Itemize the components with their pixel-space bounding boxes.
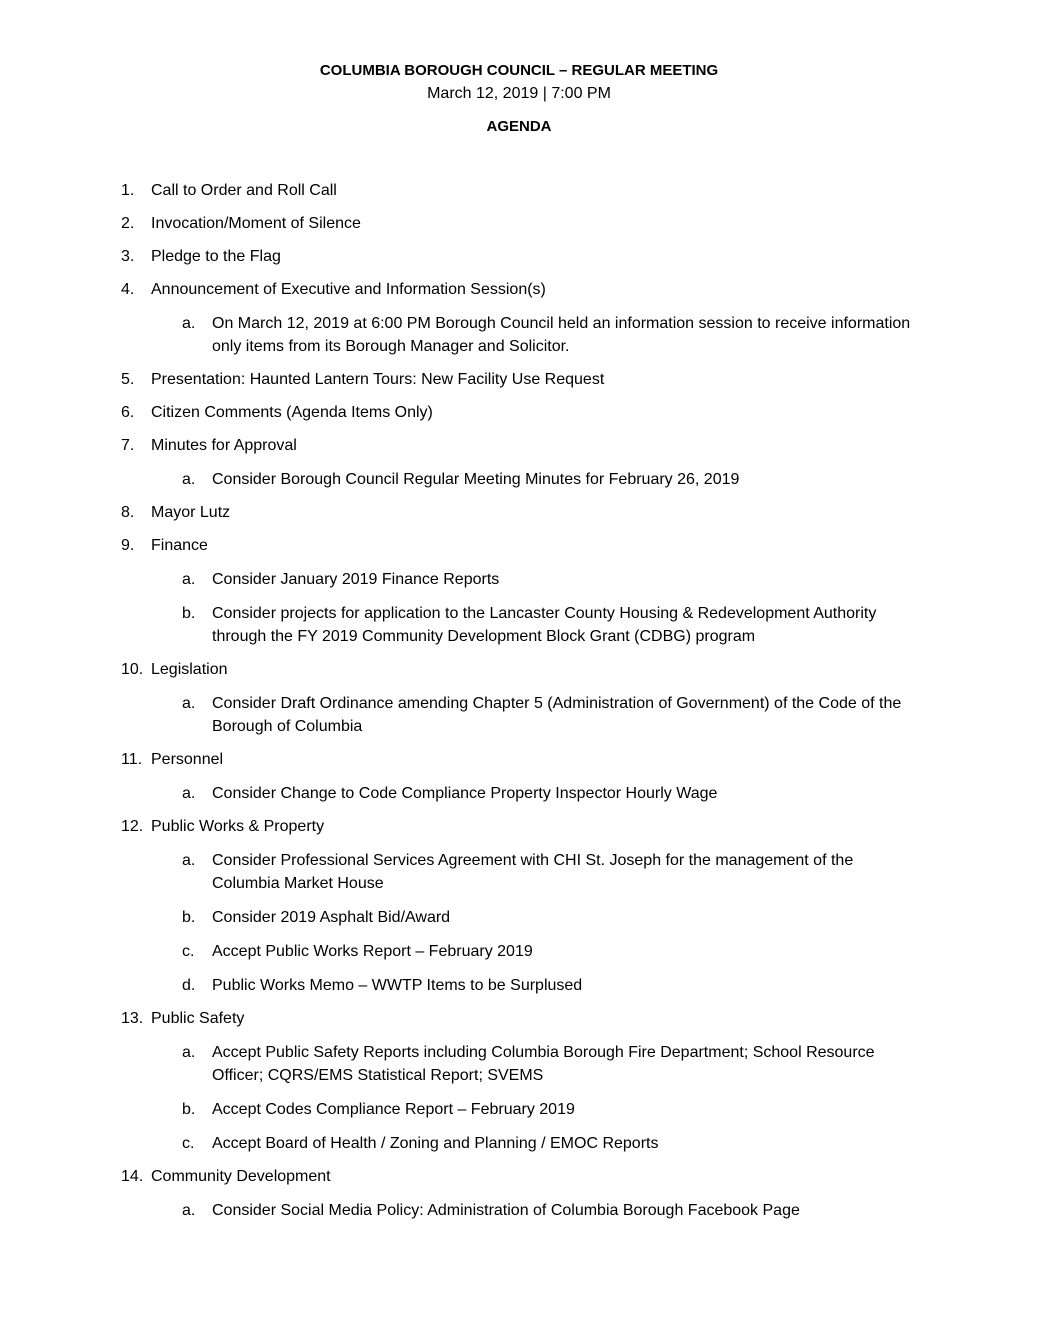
agenda-item <box>121 246 921 268</box>
agenda-item-number: 2. <box>121 215 135 232</box>
agenda-item <box>121 369 921 391</box>
agenda-item-number: 10. <box>121 661 144 678</box>
agenda-item-text: Finance <box>151 537 208 554</box>
agenda-item-text: Personnel <box>151 751 224 768</box>
agenda-subitem-text: On March 12, 2019 at 6:00 PM Borough Council held an information session to receive information only items from its Borough Manager and Solicitor. <box>212 315 911 355</box>
agenda-item-text: Public Works & Property <box>151 818 325 835</box>
agenda-item-text: Minutes for Approval <box>151 437 297 454</box>
agenda-subitem-letter: a. <box>182 785 196 802</box>
agenda-item-number: 13. <box>121 1010 144 1027</box>
agenda-item <box>121 1008 921 1030</box>
agenda-item-number: 1. <box>121 182 135 199</box>
agenda-subitem <box>121 974 921 997</box>
agenda-item <box>121 502 921 524</box>
agenda-item <box>121 1166 921 1188</box>
agenda-subitem <box>121 312 921 358</box>
agenda-subitem-text: Public Works Memo – WWTP Items to be Surplused <box>212 977 583 994</box>
agenda-item <box>121 402 921 424</box>
agenda-subitem <box>121 568 921 591</box>
agenda-item-number: 12. <box>121 818 144 835</box>
agenda-subitem <box>121 1132 921 1155</box>
agenda-subitem-letter: c. <box>182 943 195 960</box>
agenda-item-number: 6. <box>121 404 135 421</box>
agenda-item <box>121 279 921 301</box>
agenda-item-text: Pledge to the Flag <box>151 248 281 265</box>
agenda-subitem <box>121 940 921 963</box>
agenda-heading: AGENDA <box>486 118 552 135</box>
agenda-item-number: 8. <box>121 504 135 521</box>
agenda-item-number: 7. <box>121 437 135 454</box>
agenda-item-number: 5. <box>121 371 135 388</box>
agenda-subitem-text: Consider Change to Code Compliance Property Inspector Hourly Wage <box>212 785 718 802</box>
agenda-item <box>121 659 921 681</box>
agenda-subitem-letter: b. <box>182 909 196 926</box>
agenda-subitem-text: Consider Social Media Policy: Administration of Columbia Borough Facebook Page <box>212 1202 800 1219</box>
agenda-item-text: Presentation: Haunted Lantern Tours: New Facility Use Request <box>151 371 605 388</box>
agenda-item <box>121 749 921 771</box>
agenda-subitem-text: Accept Public Works Report – February 2019 <box>212 943 533 960</box>
agenda-item <box>121 180 921 202</box>
agenda-subitem-letter: a. <box>182 315 196 332</box>
agenda-item-text: Community Development <box>151 1168 331 1185</box>
agenda-subitem <box>121 782 921 805</box>
agenda-subitem-letter: a. <box>182 852 196 869</box>
agenda-item-text: Public Safety <box>151 1010 245 1027</box>
agenda-subitem-letter: a. <box>182 471 196 488</box>
agenda-subitem <box>121 602 921 648</box>
agenda-subitem <box>121 1098 921 1121</box>
agenda-item <box>121 213 921 235</box>
agenda-subitem-text: Accept Public Safety Reports including Columbia Borough Fire Department; School Resource Officer; CQRS/EMS Statistical Report; SVEMS <box>212 1044 875 1084</box>
agenda-subitem <box>121 1041 921 1087</box>
agenda-subitem-letter: b. <box>182 1101 196 1118</box>
agenda-subitem-letter: a. <box>182 1044 196 1061</box>
agenda-subitem-text: Consider Draft Ordinance amending Chapter 5 (Administration of Government) of the Code of the Borough of Columbia <box>212 695 902 735</box>
agenda-subitem <box>121 692 921 738</box>
agenda-item-number: 3. <box>121 248 135 265</box>
agenda-subitem-letter: a. <box>182 1202 196 1219</box>
agenda-subitem <box>121 906 921 929</box>
agenda-item <box>121 816 921 838</box>
agenda-subitem-text: Consider Professional Services Agreement with CHI St. Joseph for the management of the Columbia Market House <box>212 852 854 892</box>
agenda-subitem-letter: a. <box>182 571 196 588</box>
agenda-subitem-text: Consider Borough Council Regular Meeting Minutes for February 26, 2019 <box>212 471 740 488</box>
agenda-subitem-letter: c. <box>182 1135 195 1152</box>
agenda-item-number: 4. <box>121 281 135 298</box>
agenda-item-text: Call to Order and Roll Call <box>151 182 337 199</box>
agenda-item-text: Invocation/Moment of Silence <box>151 215 361 232</box>
agenda-subitem-text: Consider 2019 Asphalt Bid/Award <box>212 909 451 926</box>
agenda-subitem-letter: b. <box>182 605 196 622</box>
agenda-subitem <box>121 849 921 895</box>
agenda-item-number: 14. <box>121 1168 144 1185</box>
agenda-item <box>121 535 921 557</box>
agenda-subitem-text: Accept Codes Compliance Report – February 2019 <box>212 1101 575 1118</box>
agenda-subitem-text: Consider January 2019 Finance Reports <box>212 571 500 588</box>
agenda-item-number: 11. <box>121 751 143 768</box>
agenda-list <box>121 180 921 1233</box>
agenda-subitem-text: Consider projects for application to the Lancaster County Housing & Redevelopment Authority through the FY 2019 Community Development Block Grant (CDBG) program <box>212 605 877 645</box>
agenda-subitem-text: Accept Board of Health / Zoning and Planning / EMOC Reports <box>212 1135 659 1152</box>
agenda-subitem-letter: a. <box>182 695 196 712</box>
agenda-subitem <box>121 468 921 491</box>
agenda-item-number: 9. <box>121 537 135 554</box>
agenda-subitem <box>121 1199 921 1222</box>
agenda-item-text: Mayor Lutz <box>151 504 231 521</box>
agenda-item-text: Citizen Comments (Agenda Items Only) <box>151 404 433 421</box>
meeting-date-time: March 12, 2019 | 7:00 PM <box>427 85 611 102</box>
agenda-item-text: Announcement of Executive and Information Session(s) <box>151 281 546 298</box>
agenda-subitem-letter: d. <box>182 977 196 994</box>
agenda-item <box>121 435 921 457</box>
agenda-item-text: Legislation <box>151 661 228 678</box>
document-title: COLUMBIA BOROUGH COUNCIL – REGULAR MEETING <box>319 62 719 79</box>
